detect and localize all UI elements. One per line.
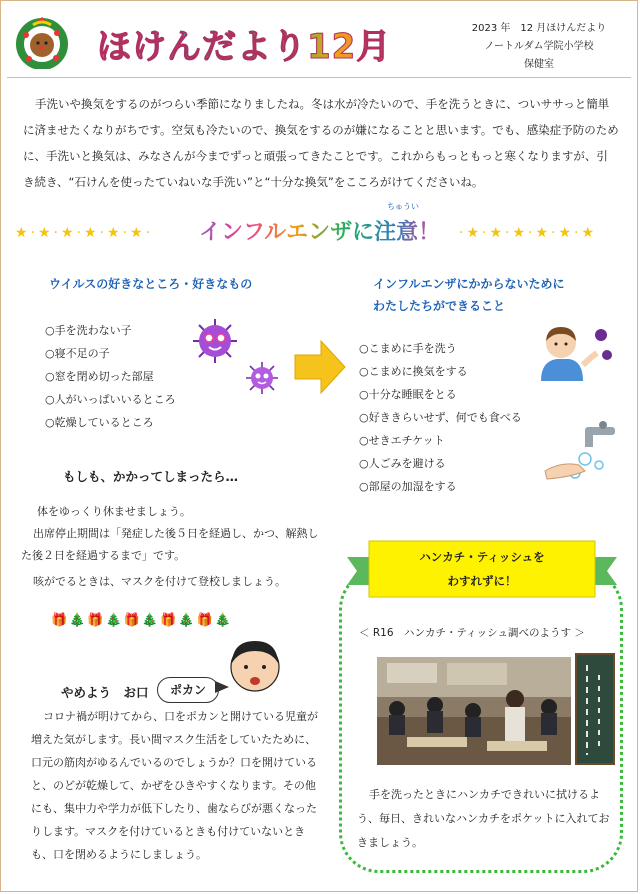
if-infected-line-1: 体をゆっくり休ませましょう。 [37, 505, 191, 518]
newsletter-title: ほけんだより12月 [97, 19, 417, 69]
virus-small-icon [245, 361, 279, 395]
speech-bubble [157, 677, 219, 703]
star-decoration-left: ★·★·★·★·★·★· [15, 225, 154, 241]
list-item: ○手を洗わない子 [45, 324, 132, 337]
school-name: ノートルダム学院小学校 [484, 41, 594, 52]
arrow-right-icon [293, 339, 347, 395]
list-item: ○乾燥しているところ [45, 416, 154, 429]
list-item: ○こまめに換気をする [359, 365, 468, 378]
list-item: ○せきエチケット [359, 434, 445, 447]
if-infected-line-3: 咳がでるときは、マスクを付けて登校しましょう。 [33, 575, 286, 588]
virus-large-icon [191, 317, 239, 365]
list-item: ○人ごみを避ける [359, 457, 446, 470]
intro-paragraph: 手洗いや換気をするのがつらい季節になりましたね。冬は水が冷たいので、手を洗うときに、ついササっと簡単に済ませたくなりがちです。空気も冷たいので、換気をするのが嫌になることと思います。でも、感染症予防のために、手洗いと換気は、みなさんが今までずっと頑張ってきたことです。これからもっともっと寒くなりますが、引き続き、“石けんを使ったていねいな手洗い”と“十分な換気”をこころがけてくださいね。 [23, 97, 619, 189]
mouth-paragraph: コロナ禍が明けてから、口をポカンと開けている児童が増えた気がします。長い間マスク生活をしていたために、口元の筋肉がゆるんでいるのでしょうか？口を開けていると、のどが乾燥して、かぜをひきやすくなります。その他にも、集中力や学力が低下したり、歯ならびが悪くなったりします。マスクを付けているときも付けていないときも、口を閉めるようにしましょう。 [31, 710, 318, 861]
prevention-list [359, 337, 539, 498]
handwash-faucet-illustration [541, 419, 621, 489]
blackboard-photo [575, 653, 615, 765]
if-infected-heading: もしも、かかってしまったら… [63, 469, 239, 484]
ribbon-text-line2: わすれずに！ [447, 574, 517, 588]
list-item: ○寝不足の子 [45, 347, 110, 360]
list-item: ○こまめに手を洗う [359, 342, 457, 355]
prevention-heading-line1: インフルエンザにかからないために [373, 277, 565, 291]
bubble-text: ポカン [169, 683, 206, 697]
mouth-heading: やめよう お口 [61, 685, 149, 700]
boy-face-illustration [227, 637, 283, 699]
boy-hands-illustration [531, 321, 615, 383]
issue-date: 2023 年 12 月ほけんだより [471, 23, 607, 34]
list-item: ○窓を閉め切った部屋 [45, 370, 154, 383]
headline: インフルエンザに注意！ [199, 215, 440, 246]
list-item: ○人がいっぱいいるところ [45, 393, 176, 406]
list-item: ○部屋の加湿をする [359, 480, 457, 493]
list-item: ○十分な睡眠をとる [359, 388, 457, 401]
wreath-logo [15, 15, 69, 69]
speech-bubble-tail [215, 681, 229, 693]
if-infected-line-2: 出席停止期間は「発症した後５日を経過し、かつ、解熱した後２日を経過するまで」です。 [21, 527, 319, 562]
prevention-heading-line2: わたしたちができること [373, 299, 506, 313]
classroom-photo [377, 657, 571, 765]
ribbon-text-line1: ハンカチ・ティッシュを [419, 550, 545, 564]
survey-caption: ＜ R16 ハンカチ・ティッシュ調べのようす ＞ [359, 627, 585, 639]
headline-ruby: ちゅうい [387, 202, 419, 211]
hanky-paragraph: 手を洗ったときにハンカチできれいに拭けるよう、毎日、きれいなハンカチをポケットに入れておきましょう。 [357, 788, 610, 849]
header-divider [7, 77, 631, 78]
list-item: ○好ききらいせず、何でも食べる [359, 411, 522, 424]
virus-likes-heading: ウイルスの好きなところ・好きなもの [49, 277, 253, 291]
star-decoration-right: ·★·★·★·★·★·★ [459, 225, 598, 241]
gift-decoration-row: 🎁🎄🎁🎄🎁🎄🎁🎄🎁🎄 [51, 613, 233, 628]
office-name: 保健室 [524, 59, 554, 70]
